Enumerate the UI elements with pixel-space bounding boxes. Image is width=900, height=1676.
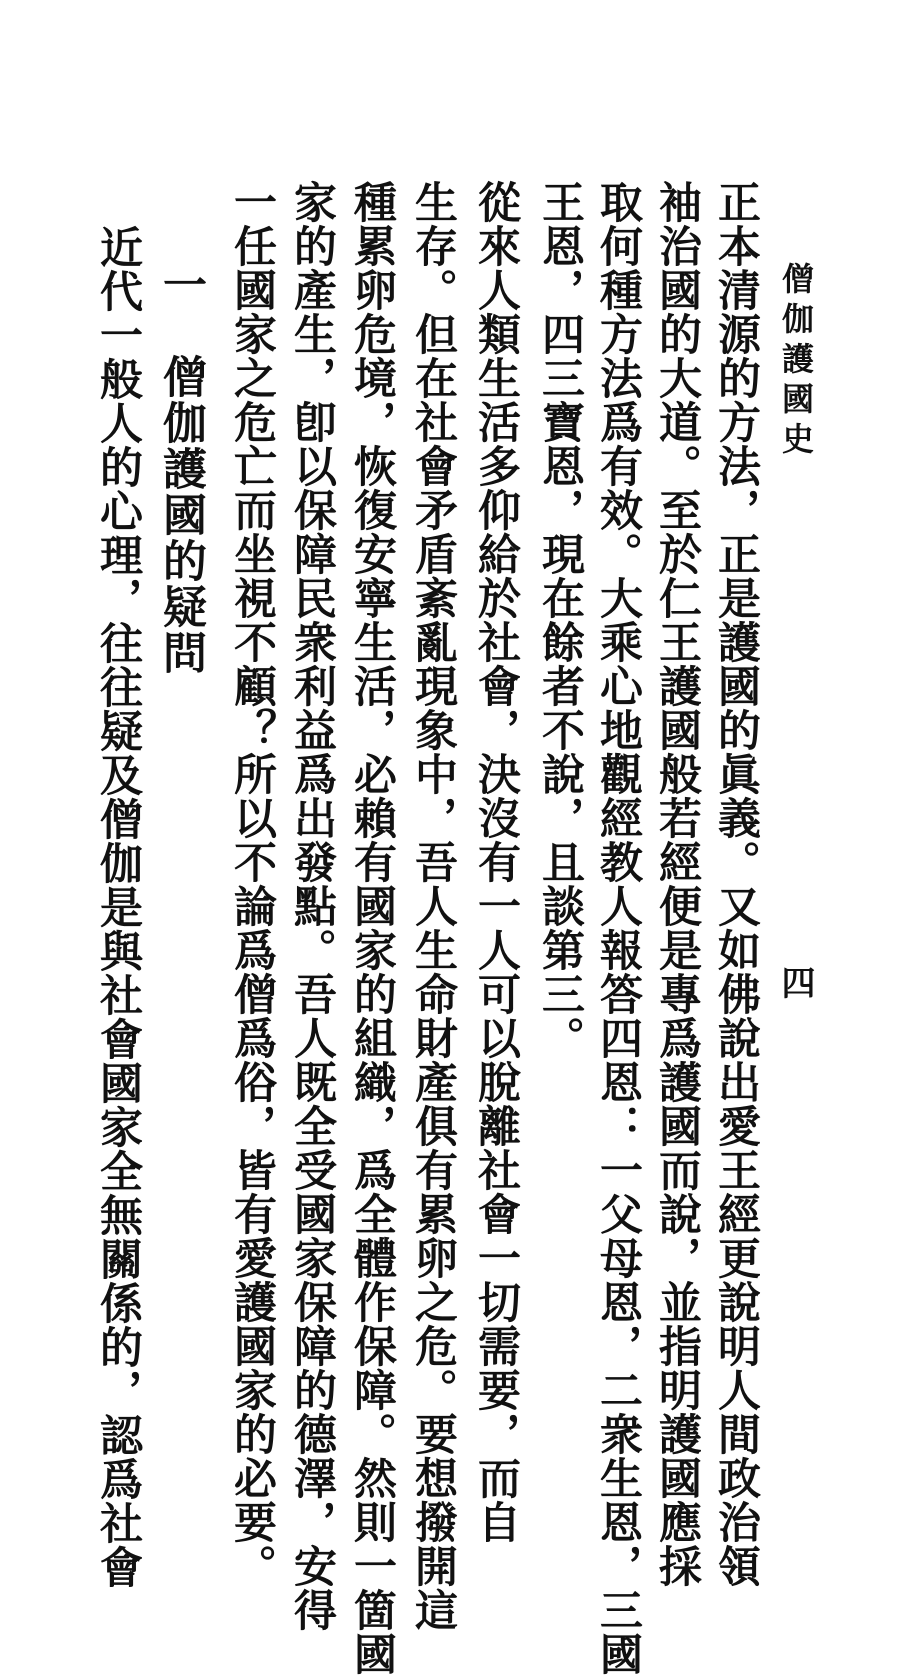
text-column: 取何種方法爲有效。大乘心地觀經教人報答四恩：一父母恩，二衆生恩，三國	[593, 180, 643, 1676]
text-column: 從來人類生活多仰給於社會，決沒有一人可以脫離社會一切需要，而自	[471, 180, 521, 1544]
text-column: 近代一般人的心理，往往疑及僧伽是與社會國家全無關係的，認爲社會	[93, 225, 143, 1589]
text-column: 正本清源的方法，正是護國的眞義。又如佛說出愛王經更說明人間政治領	[711, 180, 761, 1588]
text-column: 生存。但在社會矛盾紊亂現象中，吾人生命財產俱有累卵之危。要想撥開這	[408, 180, 458, 1632]
text-column: 家的產生，卽以保障民衆利益爲出發點。吾人既全受國家保障的德澤，安得	[287, 180, 337, 1632]
section-heading: 一 僧伽護國的疑問	[155, 262, 206, 676]
page-number: 四	[775, 965, 815, 999]
text-column: 王恩，四三寶恩，現在餘者不說，且談第三。	[535, 180, 585, 1060]
text-column: 種累卵危境，恢復安寧生活，必賴有國家的組織，爲全體作保障。然則一箇國	[347, 180, 397, 1676]
text-column: 袖治國的大道。至於仁王護國般若經便是專爲護國而說，並指明護國應採	[652, 180, 702, 1588]
text-column: 一任國家之危亡而坐視不顧？所以不論爲僧爲俗，皆有愛護國家的必要。	[227, 180, 277, 1588]
running-title: 僧伽護國史	[777, 262, 815, 462]
